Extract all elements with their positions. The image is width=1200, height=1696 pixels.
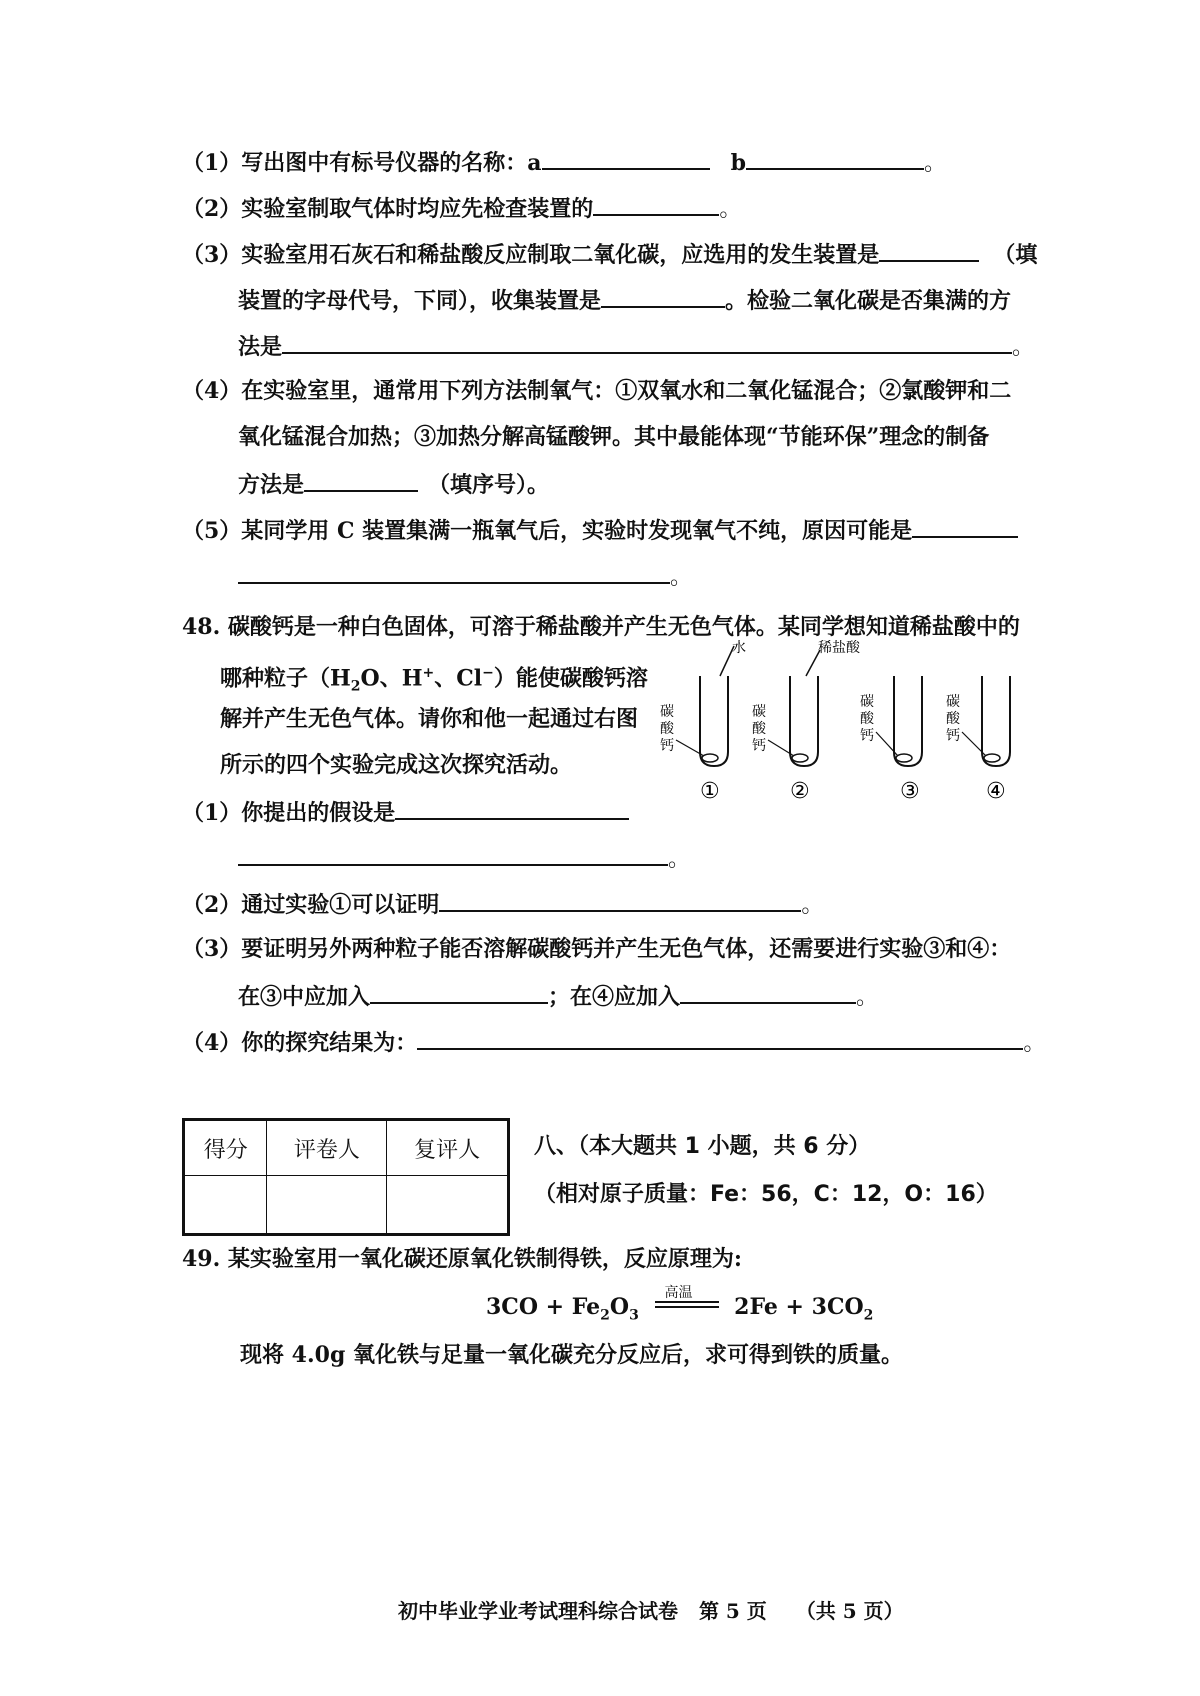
reviewer-cell[interactable]: [387, 1176, 509, 1235]
answer-blank[interactable]: [304, 468, 418, 492]
score-header: 得分: [184, 1120, 267, 1176]
test-tube-2: [752, 640, 861, 804]
label-caco3-4: 碳酸钙: [946, 694, 960, 744]
tube-num-3: ③: [900, 779, 920, 804]
tube-num-2: ②: [790, 779, 810, 804]
q47-part3-line2: 装置的字母代号，下同），收集装置是 。检验二氧化碳是否集满的方: [238, 284, 1011, 317]
q49-line1: 49. 某实验室用一氧化碳还原氧化铁制得铁，反应原理为:: [182, 1246, 743, 1272]
answer-blank[interactable]: [238, 842, 668, 866]
q48-part3-line2: 在③中应加入 ；在④应加入 。: [238, 980, 878, 1013]
tube-num-4: ④: [986, 779, 1006, 804]
q48-part4: （4）你的探究结果为： 。: [182, 1026, 1045, 1059]
test-tube-4: [946, 676, 1010, 804]
answer-blank[interactable]: [370, 980, 548, 1004]
q48-intro-line1: 48. 碳酸钙是一种白色固体，可溶于稀盐酸并产生无色气体。某同学想知道稀盐酸中的: [182, 614, 1020, 640]
answer-blank[interactable]: [417, 1026, 1023, 1050]
grader-header: 评卷人: [267, 1120, 387, 1176]
q49-equation: $3CO + Fe_2O_3$ 高温 $2Fe + 3CO_2$: [486, 1285, 874, 1324]
q47-part1: （1）写出图中有标号仪器的名称：a b 。: [182, 146, 946, 179]
q48-part1-line2: 。: [238, 842, 690, 875]
q47-part3-line3: 法是 。: [238, 330, 1034, 363]
label-caco3-1: 碳酸钙: [660, 704, 674, 754]
label-acid: 稀盐酸: [818, 640, 860, 656]
answer-blank[interactable]: [542, 146, 710, 170]
q47-part4-line3: 方法是 （填序号）。: [238, 468, 549, 501]
reviewer-header: 复评人: [387, 1120, 509, 1176]
q47-part5-line2: 。: [238, 560, 692, 593]
answer-blank[interactable]: [601, 284, 725, 308]
answer-blank[interactable]: [746, 146, 924, 170]
q49-line3: 现将 4.0g 氧化铁与足量一氧化碳充分反应后，求可得到铁的质量。: [240, 1342, 904, 1368]
answer-blank[interactable]: [593, 192, 719, 216]
section8-masses: （相对原子质量：Fe：56，C：12，O：16）: [534, 1182, 998, 1207]
section8-title: 八、（本大题共 1 小题，共 6 分）: [534, 1134, 871, 1159]
q47-part5-line1: （5）某同学用 C 装置集满一瓶氧气后，实验时发现氧气不纯，原因可能是: [182, 514, 1018, 547]
page-footer: 初中毕业学业考试理科综合试卷 第 5 页 （共 5 页）: [398, 1599, 904, 1623]
answer-blank[interactable]: [439, 888, 801, 912]
score-table: [182, 1118, 510, 1236]
reaction-condition: 高温: [655, 1292, 719, 1322]
label-water: 水: [732, 640, 746, 656]
q48-part3-line1: （3）要证明另外两种粒子能否溶解碳酸钙并产生无色气体，还需要进行实验③和④：: [182, 936, 1012, 962]
answer-blank[interactable]: [879, 238, 979, 262]
answer-blank[interactable]: [238, 560, 670, 584]
tube-num-1: ①: [700, 779, 720, 804]
answer-blank[interactable]: [680, 980, 856, 1004]
q47-part2: （2）实验室制取气体时均应先检查装置的 。: [182, 192, 741, 225]
q47-part4-line2: 氧化锰混合加热；③加热分解高锰酸钾。其中最能体现“节能环保”理念的制备: [238, 424, 990, 450]
answer-blank[interactable]: [282, 330, 1012, 354]
label-caco3-3: 碳酸钙: [860, 694, 874, 744]
grader-cell[interactable]: [267, 1176, 387, 1235]
q48-intro-line3: 解并产生无色气体。请你和他一起通过右图: [220, 706, 639, 732]
answer-blank[interactable]: [395, 796, 629, 820]
q48-intro-line4: 所示的四个实验完成这次探究活动。: [220, 752, 573, 778]
q48-part2: （2）通过实验①可以证明 。: [182, 888, 823, 921]
q47-part4-line1: （4）在实验室里，通常用下列方法制氧气：①双氧水和二氧化锰混合；②氯酸钾和二: [182, 378, 1012, 404]
q48-part1-line1: （1）你提出的假设是: [182, 796, 629, 829]
label-caco3-2: 碳酸钙: [752, 704, 766, 754]
answer-blank[interactable]: [912, 514, 1018, 538]
score-cell[interactable]: [184, 1176, 267, 1235]
q48-intro-line2: 哪种粒子（$H_2O$、H+、Cl−）能使碳酸钙溶: [220, 665, 648, 695]
test-tube-figure: [660, 640, 1050, 810]
test-tube-3: [860, 676, 922, 804]
test-tube-1: [660, 640, 746, 804]
q47-part3-line1: （3）实验室用石灰石和稀盐酸反应制取二氧化碳，应选用的发生装置是 （填: [182, 238, 1037, 271]
